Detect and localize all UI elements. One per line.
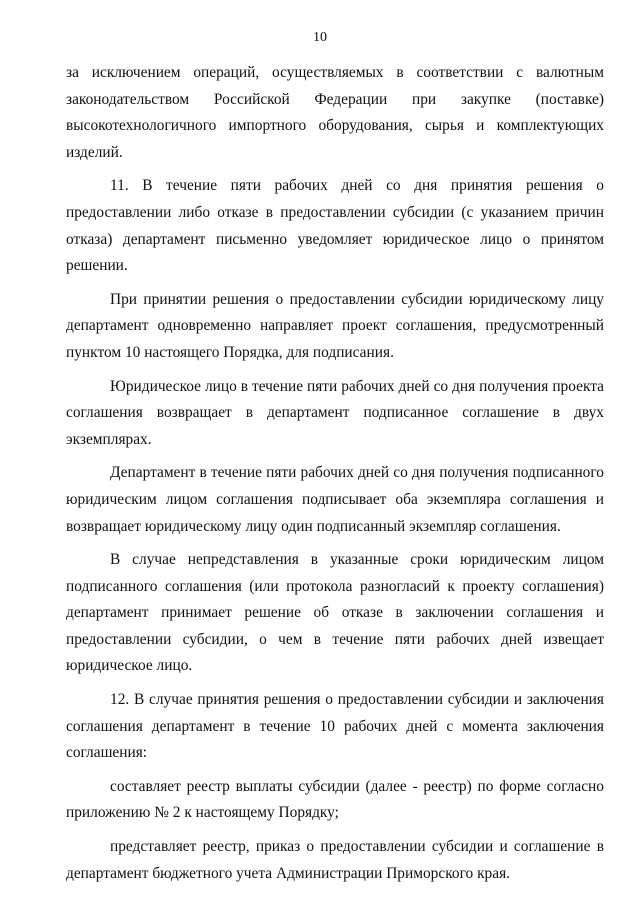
paragraph-item-12: 12. В случае принятия решения о предоставлении субсидии и заключения соглашения департамент в течение 10 рабочих дней с момента заключения соглашения: [66,691,604,762]
paragraph-submits-register: представляет реестр, приказ о предоставлении субсидии и соглашение в департамент бюджетного учета Администрации Приморского края. [66,838,604,882]
paragraph-return-agreement: Юридическое лицо в течение пяти рабочих дней со дня получения проекта соглашения возвращает в департамент подписанное соглашение в двух экземплярах. [66,377,604,448]
paragraph-department-signs: Департамент в течение пяти рабочих дней со дня получения подписанного юридическим лицом соглашения подписывает оба экземпляра соглашения и возвращает юридическому лицу один подписанный экземпляр соглашения. [66,464,604,535]
paragraph-draft-agreement: При принятии решения о предоставлении субсидии юридическому лицу департамент одновременно направляет проект соглашения, предусмотренный пунктом 10 настоящего Порядка, для подписания. [66,290,604,361]
document-body [66,60,604,887]
page-number: 10 [313,30,327,45]
paragraph-continuation: за исключением операций, осуществляемых в соответствии с валютным законодательством Российской Федерации при закупке (поставке) высокотехнологичного импортного оборудования, сырья и комплектующих изделий. [66,64,604,161]
paragraph-non-submission: В случае непредставления в указанные сроки юридическим лицом подписанного соглашения (или протокола разногласий к проекту соглашения) департамент принимает решение об отказе в заключении соглашения и предоставлении субсидии, о чем в течение пяти рабочих дней извещает юридическое лицо. [66,551,604,675]
paragraph-item-11: 11. В течение пяти рабочих дней со дня принятия решения о предоставлении либо отказе в предоставлении субсидии (с указанием причин отказа) департамент письменно уведомляет юридическое лицо о принятом решении. [66,177,604,275]
paragraph-compiles-register: составляет реестр выплаты субсидии (далее - реестр) по форме согласно приложению № 2 к настоящему Порядку; [66,777,604,822]
